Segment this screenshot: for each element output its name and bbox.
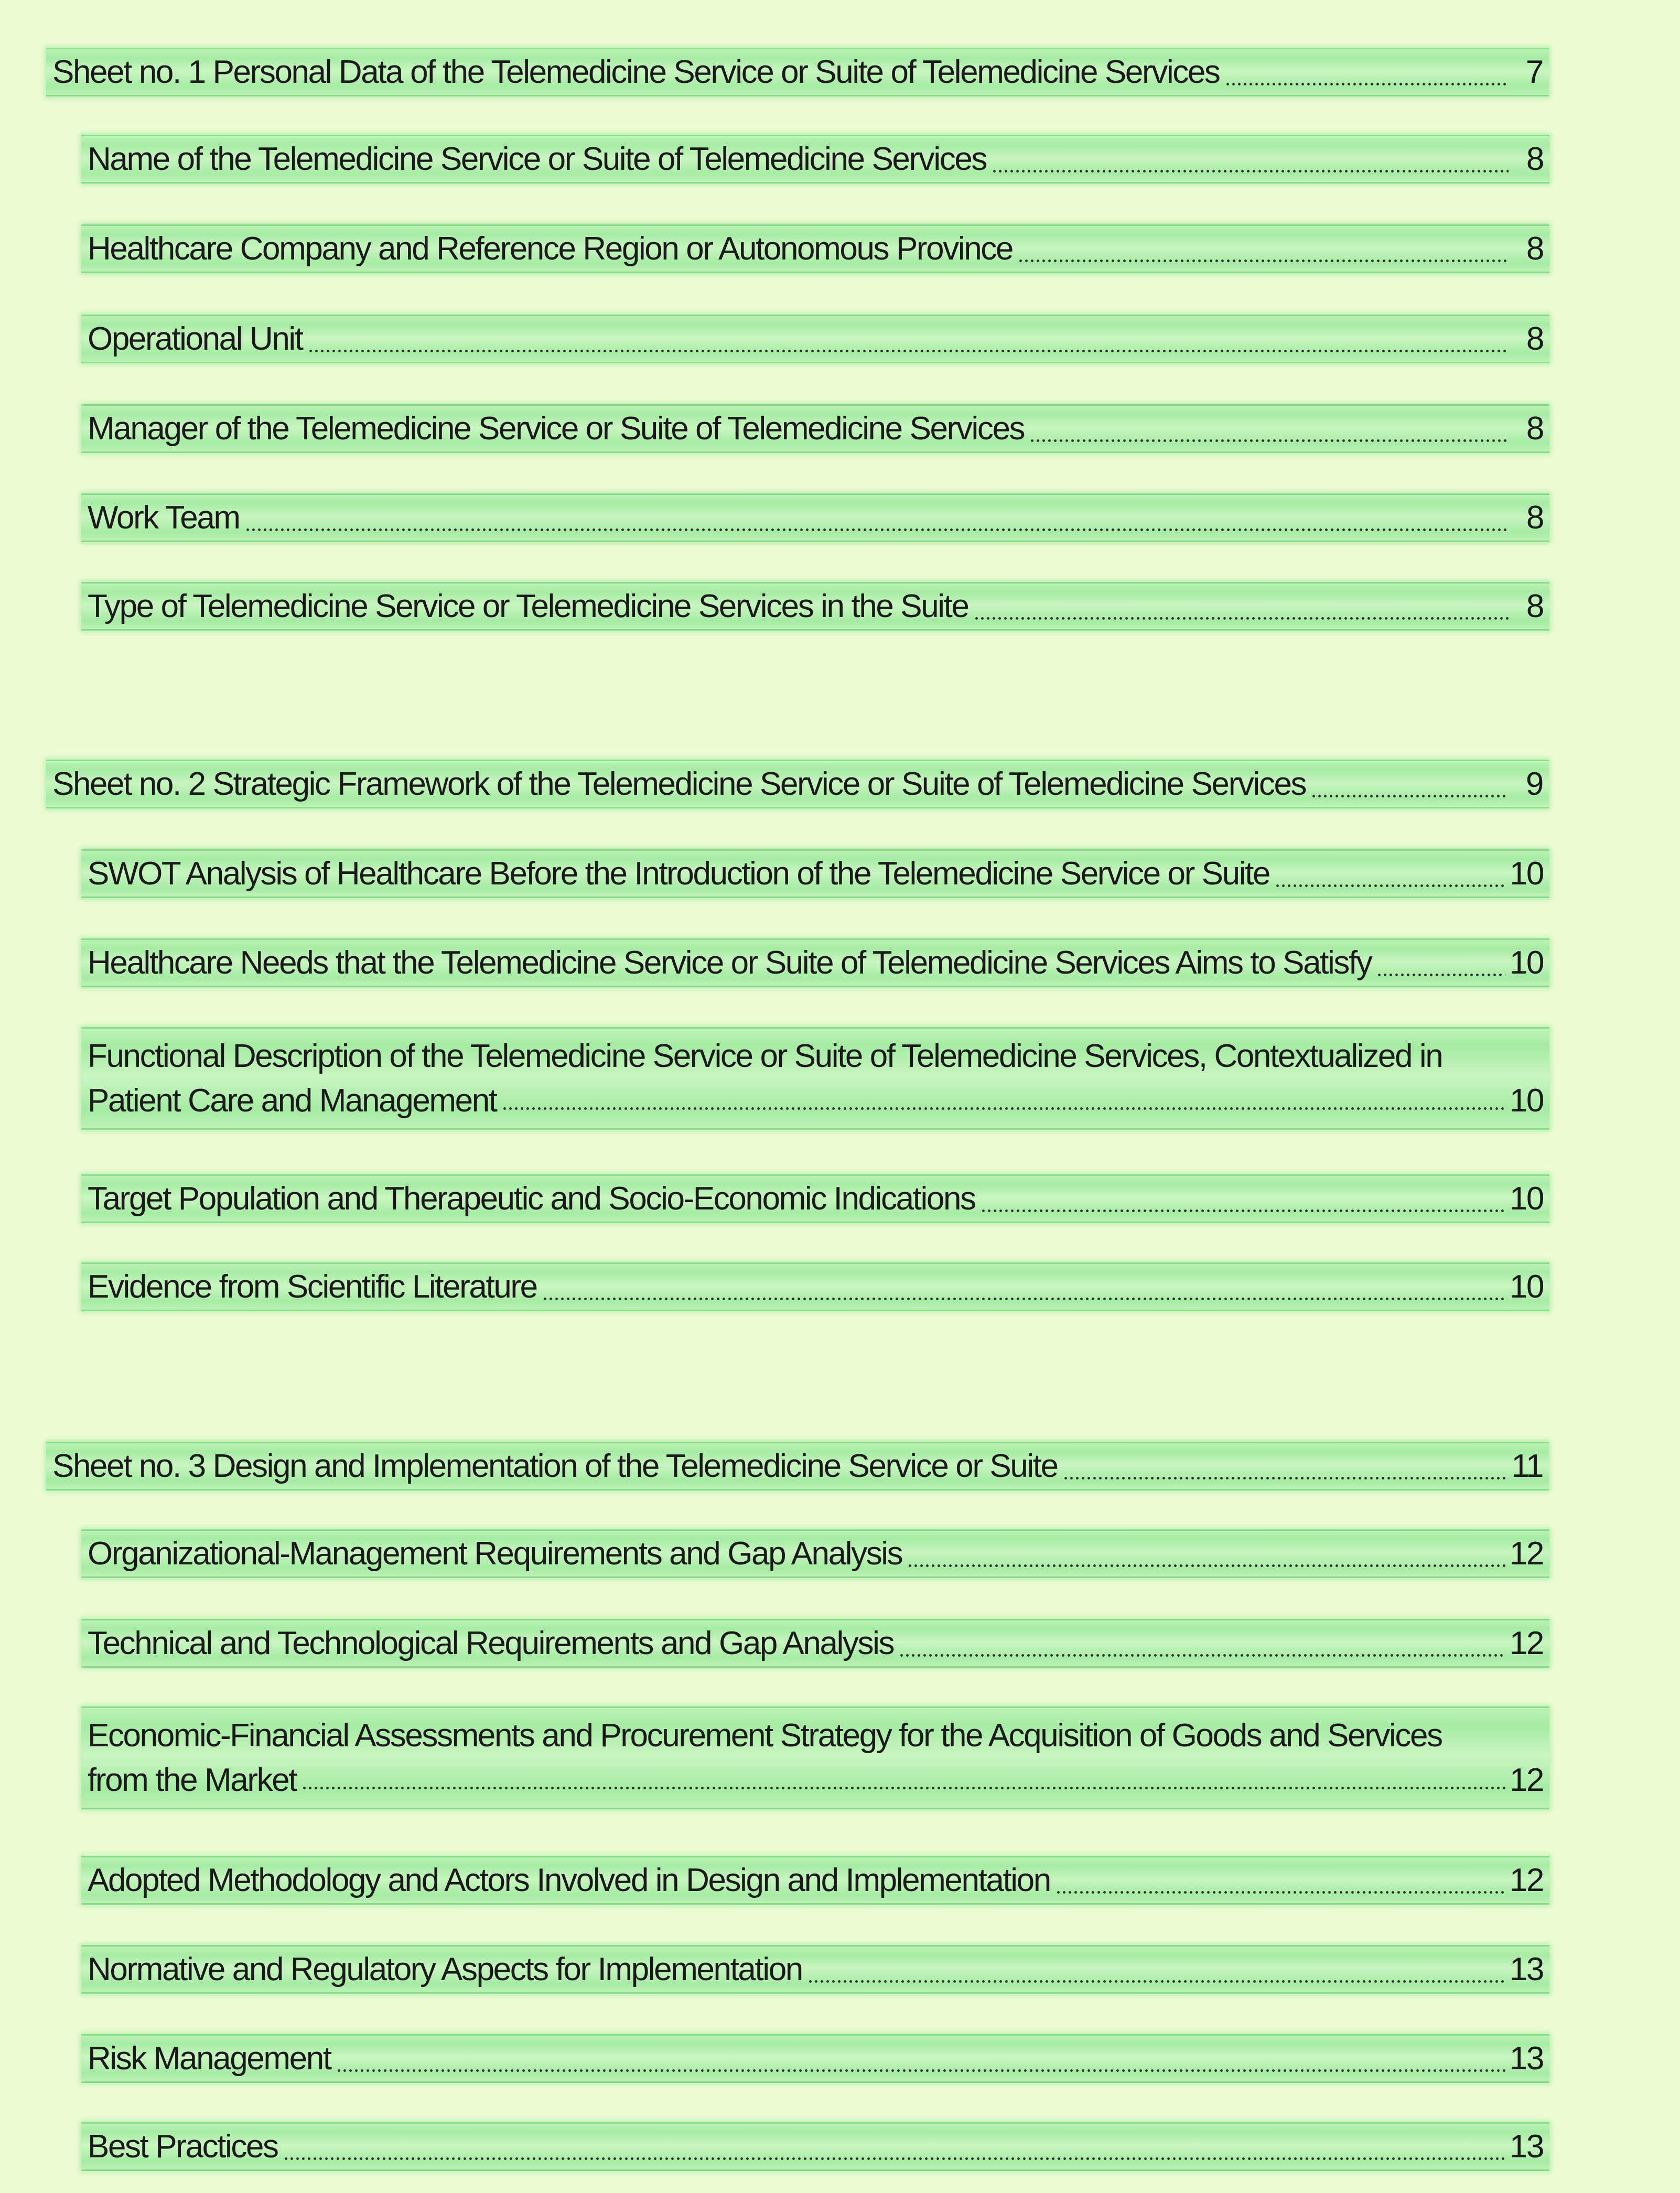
- dot-leader: [283, 2157, 1505, 2160]
- dot-leader: [899, 1654, 1505, 1657]
- dot-leader: [1018, 260, 1509, 262]
- toc-item[interactable]: [81, 224, 1549, 273]
- dot-leader: [245, 528, 1509, 531]
- toc-item-label: Healthcare Company and Reference Region or Autonomous Province: [88, 231, 1013, 267]
- dot-leader: [807, 1980, 1505, 1983]
- dot-leader: [1225, 83, 1509, 85]
- toc-item[interactable]: [81, 1262, 1549, 1311]
- toc-page-number: 9: [1525, 766, 1543, 802]
- toc-item-label: Functional Description of the Telemedicine Service or Suite of Telemedicine Services, Contextualized in: [88, 1038, 1442, 1074]
- toc-page-number: 10: [1509, 945, 1543, 981]
- dot-leader: [1376, 974, 1505, 976]
- toc-item[interactable]: [81, 1027, 1549, 1130]
- toc-item-label: Healthcare Needs that the Telemedicine Service or Suite of Telemedicine Services Aims to Satisfy: [88, 945, 1372, 981]
- toc-item-label: Evidence from Scientific Literature: [88, 1269, 537, 1305]
- toc-page-number: 13: [1509, 1951, 1543, 1987]
- toc-item[interactable]: [81, 1945, 1549, 1994]
- toc-heading-sheet-3[interactable]: [46, 1442, 1549, 1490]
- toc-page-number: 8: [1526, 500, 1543, 536]
- toc-page-number: 8: [1526, 410, 1543, 447]
- toc-item[interactable]: [81, 582, 1549, 631]
- toc-item-label: Economic-Financial Assessments and Procurement Strategy for the Acquisition of Goods and Services: [88, 1717, 1442, 1754]
- toc-item-label: Manager of the Telemedicine Service or Suite of Telemedicine Services: [88, 410, 1025, 447]
- toc-item-label: Type of Telemedicine Service or Telemedicine Services in the Suite: [88, 588, 968, 624]
- toc-item-label: Name of the Telemedicine Service or Suite of Telemedicine Services: [88, 141, 987, 177]
- toc-item-label: SWOT Analysis of Healthcare Before the Introduction of the Telemedicine Service or Suite: [88, 856, 1269, 892]
- toc-item-label: Normative and Regulatory Aspects for Implementation: [88, 1951, 802, 1987]
- toc-item[interactable]: [81, 849, 1549, 898]
- toc-item[interactable]: [81, 2034, 1549, 2083]
- toc-item[interactable]: [81, 1706, 1549, 1809]
- toc-page-number: 13: [1509, 2129, 1543, 2165]
- toc-item[interactable]: [81, 135, 1549, 183]
- toc-item[interactable]: [81, 2122, 1549, 2171]
- toc-heading-sheet-1[interactable]: [46, 48, 1549, 96]
- toc-item-label: Operational Unit: [88, 321, 303, 357]
- toc-page-number: 12: [1509, 1862, 1543, 1898]
- toc-page-number: 8: [1526, 231, 1543, 267]
- dot-leader: [981, 1209, 1505, 1212]
- toc-page-number: 8: [1526, 321, 1543, 357]
- toc-item-line: [88, 1762, 1543, 1799]
- toc-item[interactable]: [81, 315, 1549, 363]
- toc-heading-label: Sheet no. 2 Strategic Framework of the Telemedicine Service or Suite of Telemedicine Services: [52, 766, 1306, 802]
- dot-leader: [1056, 1891, 1505, 1894]
- toc-page-number: 11: [1511, 1448, 1543, 1484]
- dot-leader: [308, 350, 1509, 352]
- dot-leader: [502, 1107, 1505, 1110]
- toc-item-label: Technical and Technological Requirements and Gap Analysis: [88, 1625, 894, 1661]
- toc-page-number: 8: [1526, 588, 1543, 624]
- toc-item[interactable]: [81, 404, 1549, 453]
- toc-item-label: Patient Care and Management: [88, 1083, 497, 1119]
- toc-item-label: Organizational-Management Requirements and Gap Analysis: [88, 1536, 902, 1572]
- toc-item-label: Best Practices: [88, 2129, 278, 2165]
- toc-page-number: 12: [1509, 1625, 1543, 1661]
- toc-heading-sheet-2[interactable]: [46, 760, 1549, 808]
- toc-page-number: 8: [1526, 141, 1543, 177]
- dot-leader: [992, 170, 1509, 172]
- toc-item-line: [88, 1038, 1543, 1075]
- toc-item-line: [88, 1082, 1543, 1119]
- dot-leader: [1311, 795, 1508, 797]
- toc-item-label: Work Team: [88, 500, 240, 536]
- toc-page-number: 12: [1509, 1536, 1543, 1572]
- toc-page-number: 10: [1509, 1181, 1543, 1217]
- toc-item-label: Risk Management: [88, 2040, 331, 2077]
- toc-page-number: 10: [1509, 856, 1543, 892]
- dot-leader: [336, 2069, 1505, 2072]
- toc-item[interactable]: [81, 493, 1549, 542]
- dot-leader: [1063, 1477, 1507, 1479]
- toc-item-line: [88, 1717, 1543, 1754]
- toc-item-label: Target Population and Therapeutic and Socio-Economic Indications: [88, 1181, 975, 1217]
- toc-item[interactable]: [81, 1529, 1549, 1578]
- toc-item-label: Adopted Methodology and Actors Involved in Design and Implementation: [88, 1862, 1050, 1898]
- toc-item-label: from the Market: [88, 1762, 297, 1798]
- toc-item[interactable]: [81, 1856, 1549, 1905]
- dot-leader: [907, 1564, 1505, 1567]
- dot-leader: [974, 617, 1509, 620]
- toc-item[interactable]: [81, 1619, 1549, 1668]
- toc-item[interactable]: [81, 938, 1549, 987]
- toc-page-number: 7: [1525, 54, 1543, 90]
- toc-item[interactable]: [81, 1174, 1549, 1223]
- dot-leader: [542, 1298, 1505, 1300]
- toc-heading-label: Sheet no. 1 Personal Data of the Telemedicine Service or Suite of Telemedicine Services: [52, 54, 1220, 90]
- dot-leader: [1029, 439, 1509, 442]
- toc-page-number: 10: [1509, 1083, 1543, 1119]
- toc-page-number: 13: [1509, 2040, 1543, 2077]
- toc-heading-label: Sheet no. 3 Design and Implementation of the Telemedicine Service or Suite: [52, 1448, 1058, 1484]
- toc-page-number: 10: [1509, 1269, 1543, 1305]
- dot-leader: [1275, 884, 1505, 887]
- toc-page-number: 12: [1509, 1762, 1543, 1798]
- dot-leader: [301, 1787, 1505, 1789]
